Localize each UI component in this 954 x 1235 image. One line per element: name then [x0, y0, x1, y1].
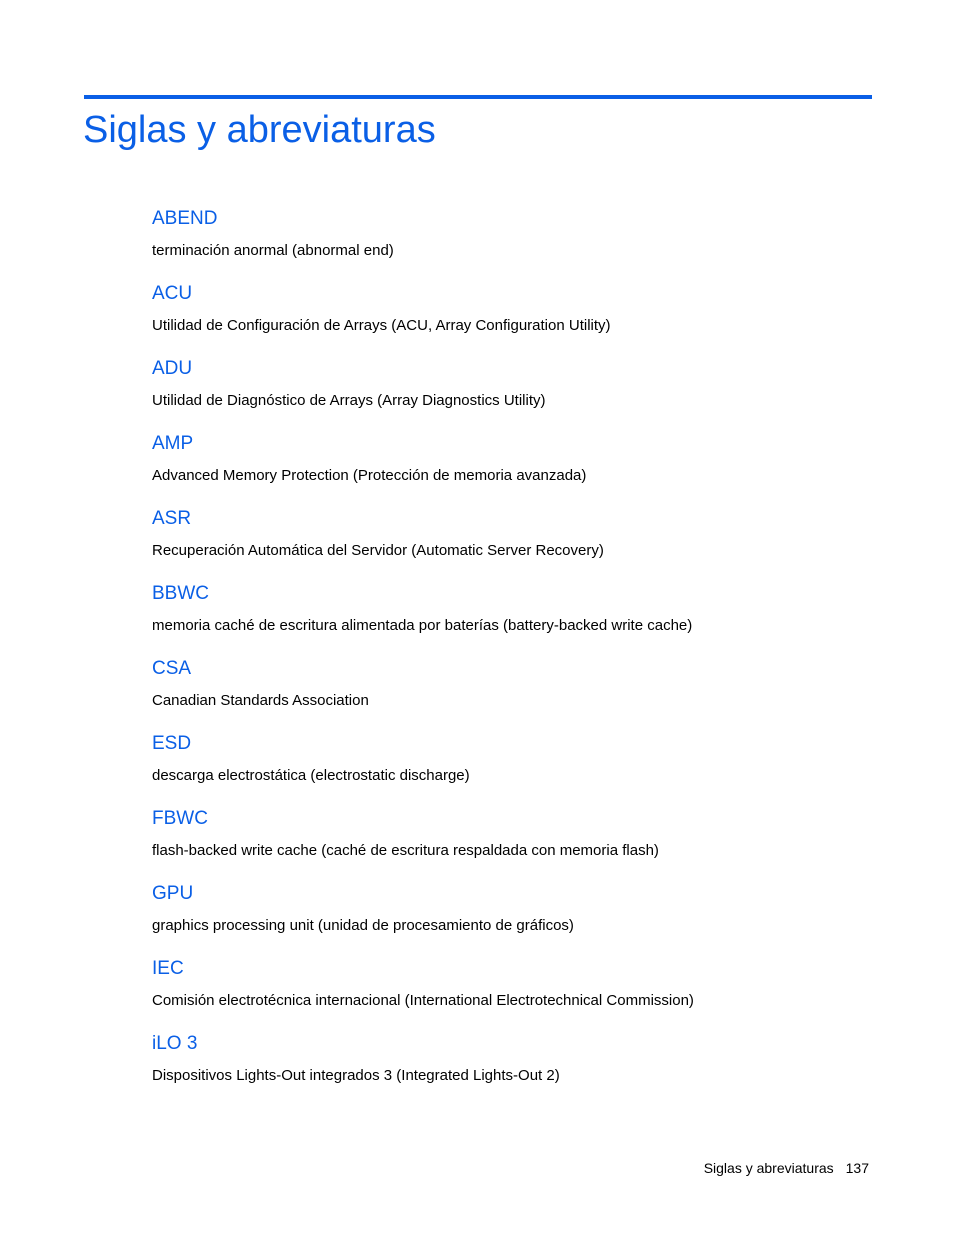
page-title: Siglas y abreviaturas [83, 109, 436, 151]
glossary-definition: Comisión electrotécnica internacional (International Electrotechnical Commission) [152, 992, 694, 1009]
glossary-definition: Dispositivos Lights-Out integrados 3 (Integrated Lights-Out 2) [152, 1067, 560, 1084]
glossary-definition: flash-backed write cache (caché de escritura respaldada con memoria flash) [152, 842, 659, 859]
glossary-term: ADU [152, 358, 193, 379]
page-footer [704, 1158, 869, 1178]
glossary-term: GPU [152, 883, 194, 904]
glossary-entry [152, 804, 852, 879]
glossary-term: ASR [152, 508, 192, 529]
glossary-entry [152, 204, 852, 279]
glossary-term: CSA [152, 658, 192, 679]
glossary-entry [152, 954, 852, 1029]
glossary-entry [152, 504, 852, 579]
glossary-definition: Recuperación Automática del Servidor (Automatic Server Recovery) [152, 542, 604, 559]
glossary-term: FBWC [152, 808, 208, 829]
glossary-definition: graphics processing unit (unidad de procesamiento de gráficos) [152, 917, 574, 934]
glossary-definition: Canadian Standards Association [152, 692, 369, 709]
page-number: 137 [845, 1160, 869, 1176]
glossary-entry [152, 354, 852, 429]
glossary-term: IEC [152, 958, 184, 979]
glossary-entry [152, 279, 852, 354]
glossary-entry [152, 429, 852, 504]
glossary-term: BBWC [152, 583, 209, 604]
glossary-entry [152, 654, 852, 729]
glossary-term: ACU [152, 283, 193, 304]
glossary-entry [152, 879, 852, 954]
glossary-definition: descarga electrostática (electrostatic discharge) [152, 767, 470, 784]
glossary-term: ABEND [152, 208, 218, 229]
glossary-entry [152, 1029, 852, 1104]
footer-section-title: Siglas y abreviaturas [703, 1160, 834, 1176]
glossary-definition: memoria caché de escritura alimentada por baterías (battery-backed write cache) [152, 617, 693, 634]
glossary-term: ESD [152, 733, 192, 754]
glossary-term: AMP [152, 433, 194, 454]
glossary-definition: terminación anormal (abnormal end) [152, 242, 394, 259]
glossary-term: iLO 3 [152, 1033, 198, 1054]
glossary-definition: Utilidad de Configuración de Arrays (ACU, Array Configuration Utility) [152, 317, 611, 334]
glossary-list [152, 204, 852, 1104]
glossary-entry [152, 579, 852, 654]
glossary-entry [152, 729, 852, 804]
glossary-definition: Advanced Memory Protection (Protección de memoria avanzada) [152, 467, 587, 484]
glossary-definition: Utilidad de Diagnóstico de Arrays (Array Diagnostics Utility) [152, 392, 546, 409]
title-rule [84, 95, 872, 99]
